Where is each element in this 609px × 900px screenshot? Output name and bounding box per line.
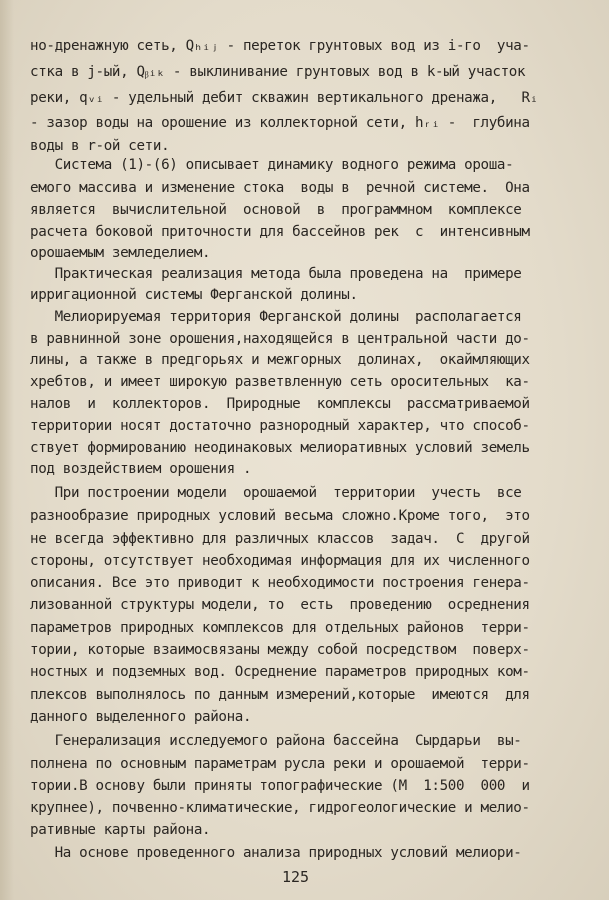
- text-line: параметров природных комплексов для отдельных районов терри-: [30, 620, 530, 636]
- page-number: 125: [282, 868, 310, 886]
- text-line: орошаемым земледелием.: [30, 245, 211, 261]
- text-line: является вычислительной основой в программном комплексе: [30, 202, 522, 218]
- text-line: территории носят достаточно разнородный характер, что способ-: [30, 418, 530, 434]
- text-line: Генерализация исследуемого района бассейна Сырдарьи вы-: [30, 733, 522, 749]
- text-line: На основе проведенного анализа природных условий мелиори-: [30, 845, 522, 861]
- text-line: стороны, отсутствует необходимая информация для их численного: [30, 553, 530, 569]
- text-line: Практическая реализация метода была проведена на примере: [30, 266, 522, 282]
- text-line: но-дренажную сеть, Qₕᵢⱼ - переток грунтовых вод из i-го уча-: [30, 38, 530, 54]
- text-line: данного выделенного района.: [30, 709, 252, 725]
- text-line: емого массива и изменение стока воды в речной системе. Она: [30, 180, 530, 196]
- text-line: крупнее), почвенно-климатические, гидрогеологические и мелио-: [30, 800, 530, 816]
- text-line: тории, которые взаимосвязаны между собой посредством поверх-: [30, 642, 530, 658]
- text-line: воды в r-ой сети.: [30, 138, 170, 154]
- text-line: стка в j-ый, Qᵦᵢₖ - выклинивание грунтовых вод в k-ый участок: [30, 64, 526, 80]
- text-line: реки, qᵥᵢ - удельный дебит скважин вертикального дренажа, Rᵢ: [30, 90, 538, 106]
- text-line: не всегда эффективно для различных классов задач. С другой: [30, 531, 530, 547]
- text-line: тории.В основу были приняты топографические (М 1:500 000 и: [30, 778, 530, 794]
- text-line: ирригационной системы Ферганской долины.: [30, 287, 358, 303]
- text-line: хребтов, и имеет широкую разветвленную сеть оросительных ка-: [30, 374, 530, 390]
- text-line: ствует формированию неодинаковых мелиоративных условий земель: [30, 440, 530, 456]
- text-line: лины, а также в предгорьях и межгорных долинах, окаймляющих: [30, 352, 530, 368]
- text-line: расчета боковой приточности для бассейнов рек с интенсивным: [30, 224, 530, 240]
- text-line: разнообразие природных условий весьма сложно.Кроме того, это: [30, 508, 530, 524]
- text-line: - зазор воды на орошение из коллекторной сети, hᵣᵢ - глубина: [30, 115, 530, 131]
- text-line: Система (1)-(6) описывает динамику водного режима ороша-: [30, 157, 514, 173]
- text-line: плексов выполнялось по данным измерений,которые имеются для: [30, 687, 530, 703]
- text-line: в равнинной зоне орошения,находящейся в центральной части до-: [30, 331, 530, 347]
- text-line: ностных и подземных вод. Осреднение параметров природных ком-: [30, 664, 530, 680]
- text-line: налов и коллекторов. Природные комплексы рассматриваемой: [30, 396, 530, 412]
- text-line: лизованной структуры модели, то есть проведению осреднения: [30, 597, 530, 613]
- text-line: полнена по основным параметрам русла реки и орошаемой терри-: [30, 756, 530, 772]
- text-line: под воздействием орошения .: [30, 461, 252, 477]
- text-line: Мелиорируемая территория Ферганской долины располагается: [30, 309, 522, 325]
- text-line: описания. Все это приводит к необходимости построения генера-: [30, 575, 530, 591]
- text-line: ративные карты района.: [30, 822, 211, 838]
- text-line: При построении модели орошаемой территории учесть все: [30, 485, 522, 501]
